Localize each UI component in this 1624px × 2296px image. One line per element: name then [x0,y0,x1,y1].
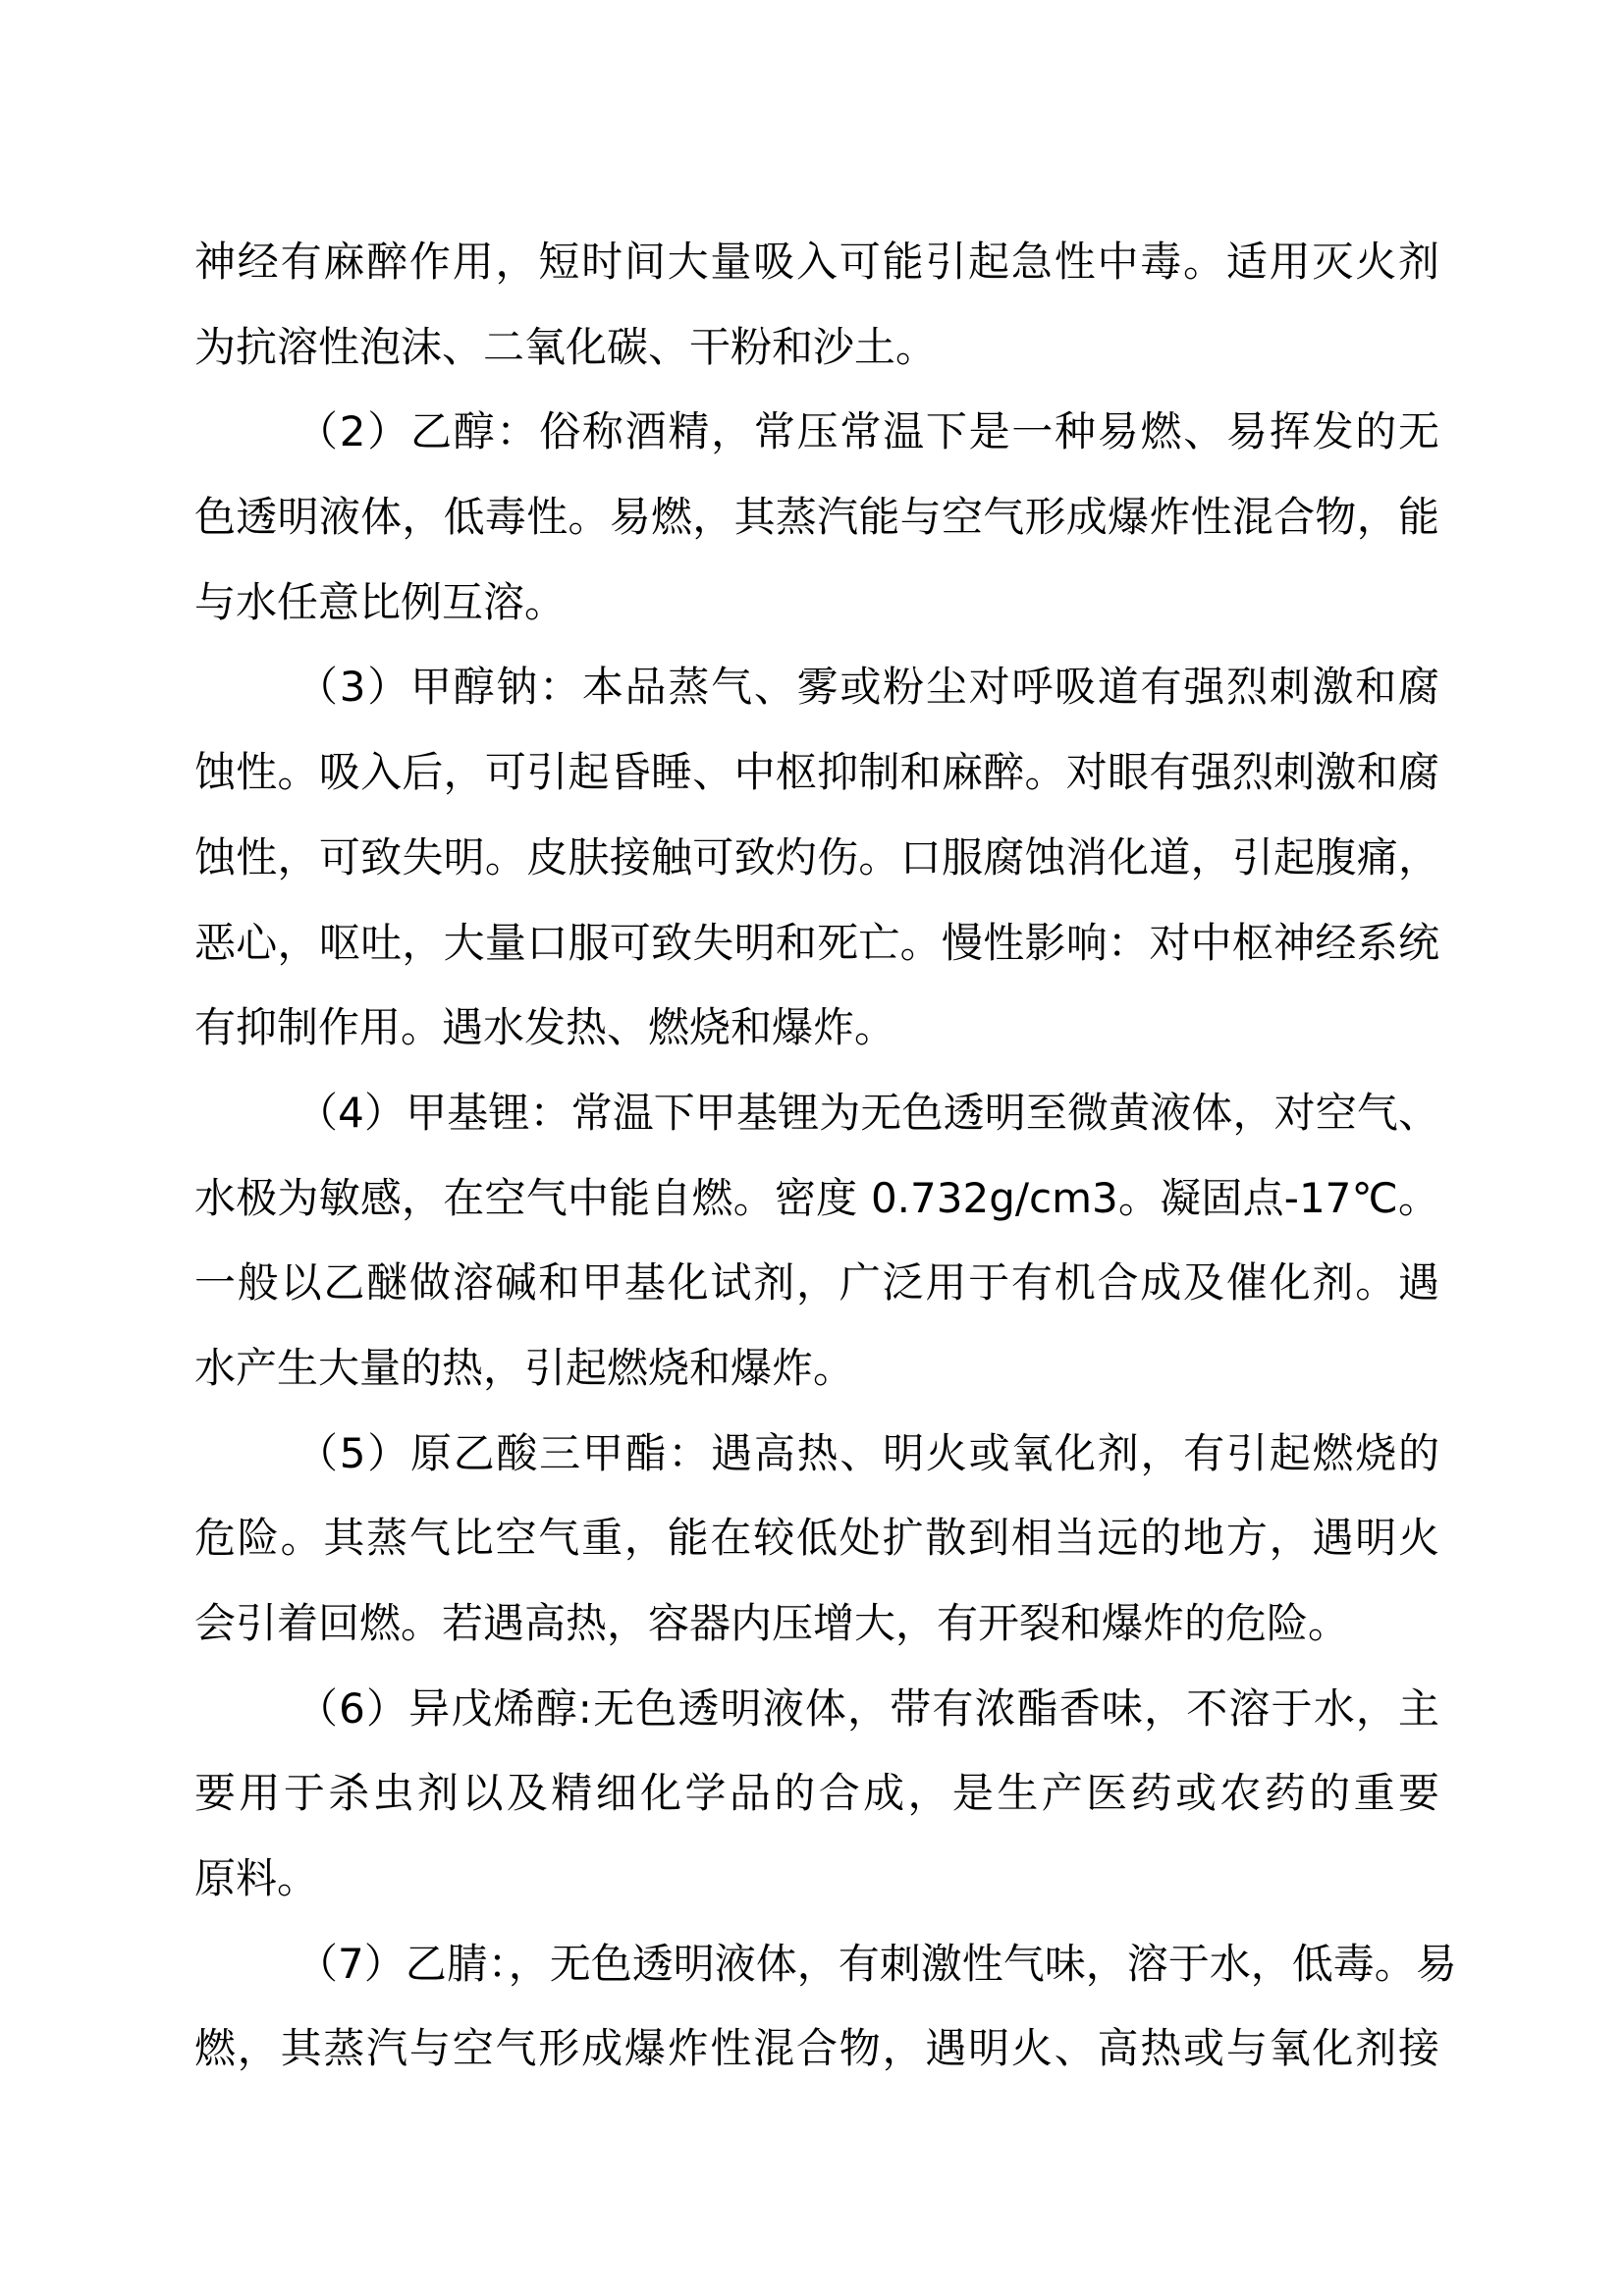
paragraph-line: 蚀性。吸入后，可引起昏睡、中枢抑制和麻醉。对眼有强烈刺激和腐 [194,748,1439,797]
paragraph-line: 要用于杀虫剂以及精细化学品的合成，是生产医药或农药的重要 [194,1769,1439,1818]
paragraph-line: 水产生大量的热，引起燃烧和爆炸。 [194,1343,855,1392]
paragraph-line: 危险。其蒸气比空气重，能在较低处扩散到相当远的地方，遇明火 [194,1514,1439,1563]
paragraph-line: 恶心，呕吐，大量口服可致失明和死亡。慢性影响：对中枢神经系统 [194,918,1439,967]
paragraph-line: 色透明液体，低毒性。易燃，其蒸汽能与空气形成爆炸性混合物，能 [194,493,1439,542]
paragraph-line: 燃，其蒸汽与空气形成爆炸性混合物，遇明火、高热或与氧化剂接 [194,2024,1439,2073]
paragraph-line: 水极为敏感，在空气中能自燃。密度 0.732g/cm3。凝固点-17℃。 [194,1173,1439,1222]
paragraph-line: （5）原乙酸三甲酯：遇高热、明火或氧化剂，有引起燃烧的 [297,1428,1439,1477]
paragraph-line: 一般以乙醚做溶碱和甲基化试剂，广泛用于有机合成及催化剂。遇 [194,1258,1439,1308]
paragraph-line: 有抑制作用。遇水发热、燃烧和爆炸。 [194,1003,896,1052]
paragraph-line: （6）异戊烯醇:无色透明液体，带有浓酯香味，不溶于水，主 [297,1683,1439,1733]
paragraph-line: 为抗溶性泡沫、二氧化碳、干粉和沙土。 [194,322,938,371]
paragraph-line: 蚀性，可致失明。皮肤接触可致灼伤。口服腐蚀消化道，引起腹痛， [194,832,1439,881]
paragraph-line: 神经有麻醉作用，短时间大量吸入可能引起急性中毒。适用灭火剂 [194,238,1439,286]
paragraph-line: （2）乙醇：俗称酒精，常压常温下是一种易燃、易挥发的无 [297,407,1439,456]
paragraph-line: （3）甲醇钠：本品蒸气、雾或粉尘对呼吸道有强烈刺激和腐 [297,663,1439,712]
document-page [194,220,1457,2092]
paragraph-line: 会引着回燃。若遇高热，容器内压增大，有开裂和爆炸的危险。 [194,1599,1350,1647]
paragraph-line: （4）甲基锂：常温下甲基锂为无色透明至微黄液体，对空气、 [297,1088,1439,1137]
paragraph-line: 与水任意比例互溶。 [194,577,567,626]
paragraph-line: 原料。 [194,1854,319,1903]
paragraph-line: （7）乙腈：，无色透明液体，有刺激性气味，溶于水，低毒。易 [297,1939,1457,1988]
